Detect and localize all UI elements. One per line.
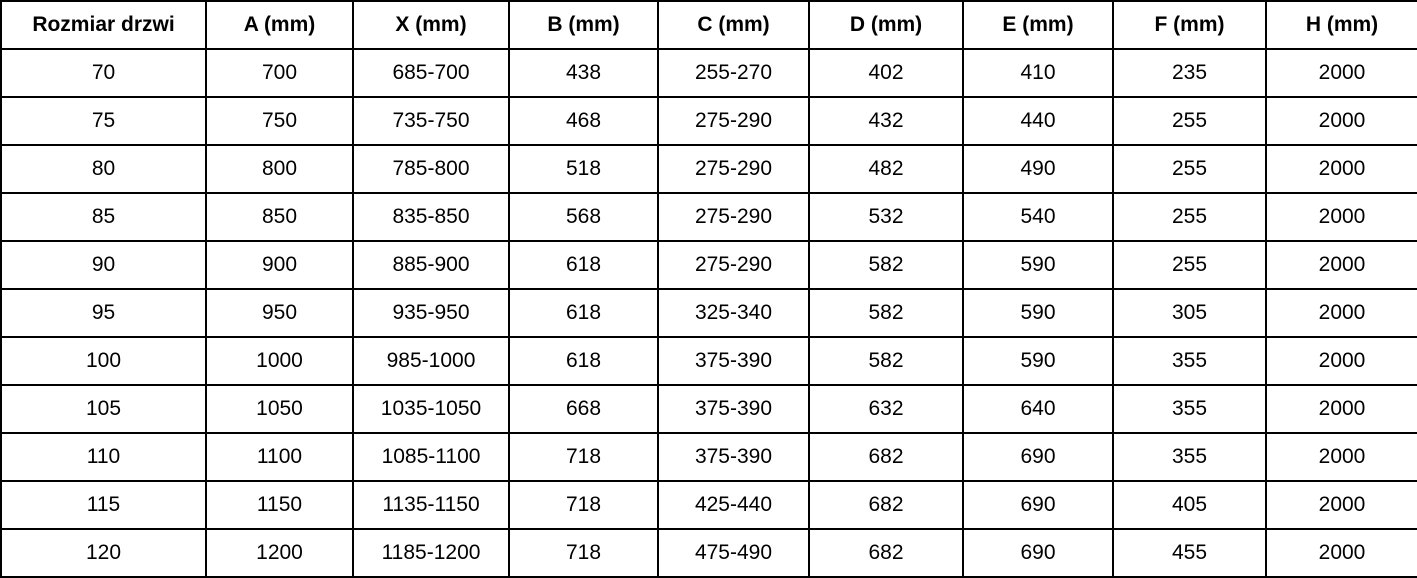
column-header: X (mm): [353, 1, 509, 49]
dimension-cell: 482: [809, 145, 963, 193]
dimension-cell: 2000: [1266, 385, 1417, 433]
table-row: [1, 145, 1417, 193]
dimension-cell: 405: [1113, 481, 1266, 529]
column-header: F (mm): [1113, 1, 1266, 49]
dimension-cell: 1135-1150: [353, 481, 509, 529]
dimension-cell: 582: [809, 337, 963, 385]
dimension-cell: 432: [809, 97, 963, 145]
dimension-cell: 2000: [1266, 337, 1417, 385]
dimension-cell: 1050: [206, 385, 353, 433]
table-row: [1, 433, 1417, 481]
dimension-cell: 590: [963, 337, 1113, 385]
dimension-cell: 2000: [1266, 241, 1417, 289]
dimension-cell: 275-290: [658, 145, 809, 193]
dimension-cell: 718: [509, 433, 658, 481]
door-size-cell: 75: [1, 97, 206, 145]
table-row: [1, 529, 1417, 577]
dimension-cell: 438: [509, 49, 658, 97]
dimension-cell: 455: [1113, 529, 1266, 577]
dimension-cell: 582: [809, 241, 963, 289]
dimension-cell: 885-900: [353, 241, 509, 289]
table-row: [1, 289, 1417, 337]
dimension-cell: 750: [206, 97, 353, 145]
dimension-cell: 255: [1113, 145, 1266, 193]
column-header: A (mm): [206, 1, 353, 49]
door-size-cell: 100: [1, 337, 206, 385]
dimension-cell: 632: [809, 385, 963, 433]
dimension-cell: 582: [809, 289, 963, 337]
dimension-cell: 2000: [1266, 145, 1417, 193]
dimension-cell: 668: [509, 385, 658, 433]
dimension-cell: 2000: [1266, 49, 1417, 97]
table-row: [1, 385, 1417, 433]
dimension-cell: 255-270: [658, 49, 809, 97]
dimension-cell: 375-390: [658, 433, 809, 481]
dimension-cell: 1150: [206, 481, 353, 529]
dimension-cell: 682: [809, 529, 963, 577]
dimension-cell: 2000: [1266, 193, 1417, 241]
dimension-cell: 685-700: [353, 49, 509, 97]
dimension-cell: 355: [1113, 385, 1266, 433]
dimension-cell: 718: [509, 481, 658, 529]
dimension-cell: 275-290: [658, 97, 809, 145]
column-header: E (mm): [963, 1, 1113, 49]
dimension-cell: 255: [1113, 97, 1266, 145]
table-header: [1, 1, 1417, 49]
door-size-cell: 85: [1, 193, 206, 241]
dimension-cell: 640: [963, 385, 1113, 433]
door-size-cell: 110: [1, 433, 206, 481]
dimension-cell: 835-850: [353, 193, 509, 241]
dimension-cell: 618: [509, 289, 658, 337]
dimension-cell: 2000: [1266, 97, 1417, 145]
dimension-cell: 618: [509, 337, 658, 385]
dimension-cell: 690: [963, 433, 1113, 481]
column-header: D (mm): [809, 1, 963, 49]
dimension-cell: 540: [963, 193, 1113, 241]
table-row: [1, 241, 1417, 289]
door-size-cell: 115: [1, 481, 206, 529]
dimension-cell: 425-440: [658, 481, 809, 529]
dimension-cell: 1000: [206, 337, 353, 385]
dimension-cell: 800: [206, 145, 353, 193]
dimension-cell: 1100: [206, 433, 353, 481]
dimension-cell: 325-340: [658, 289, 809, 337]
dimension-cell: 735-750: [353, 97, 509, 145]
dimension-cell: 985-1000: [353, 337, 509, 385]
dimension-cell: 2000: [1266, 289, 1417, 337]
table-row: [1, 97, 1417, 145]
dimension-cell: 355: [1113, 433, 1266, 481]
dimension-cell: 1200: [206, 529, 353, 577]
dimension-cell: 900: [206, 241, 353, 289]
dimension-cell: 590: [963, 241, 1113, 289]
dimension-cell: 355: [1113, 337, 1266, 385]
door-size-cell: 120: [1, 529, 206, 577]
dimension-cell: 410: [963, 49, 1113, 97]
dimension-cell: 490: [963, 145, 1113, 193]
dimension-cell: 700: [206, 49, 353, 97]
dimension-cell: 682: [809, 481, 963, 529]
dimension-cell: 518: [509, 145, 658, 193]
column-header: C (mm): [658, 1, 809, 49]
column-header: H (mm): [1266, 1, 1417, 49]
dimension-cell: 305: [1113, 289, 1266, 337]
dimension-cell: 1185-1200: [353, 529, 509, 577]
dimension-cell: 275-290: [658, 241, 809, 289]
dimension-cell: 590: [963, 289, 1113, 337]
table-row: [1, 49, 1417, 97]
door-size-cell: 105: [1, 385, 206, 433]
dimension-cell: 1035-1050: [353, 385, 509, 433]
dimension-cell: 2000: [1266, 529, 1417, 577]
dimension-cell: 468: [509, 97, 658, 145]
door-size-cell: 70: [1, 49, 206, 97]
dimension-cell: 785-800: [353, 145, 509, 193]
dimension-cell: 440: [963, 97, 1113, 145]
dimension-cell: 690: [963, 529, 1113, 577]
dimension-cell: 2000: [1266, 433, 1417, 481]
dimension-cell: 255: [1113, 193, 1266, 241]
dimension-cell: 402: [809, 49, 963, 97]
table-body: [1, 49, 1417, 577]
table-row: [1, 481, 1417, 529]
dimension-cell: 718: [509, 529, 658, 577]
dimension-cell: 618: [509, 241, 658, 289]
door-size-cell: 80: [1, 145, 206, 193]
column-header: Rozmiar drzwi: [1, 1, 206, 49]
dimension-cell: 568: [509, 193, 658, 241]
dimension-cell: 255: [1113, 241, 1266, 289]
dimension-cell: 935-950: [353, 289, 509, 337]
dimension-cell: 475-490: [658, 529, 809, 577]
dimension-cell: 682: [809, 433, 963, 481]
dimension-cell: 275-290: [658, 193, 809, 241]
dimension-cell: 690: [963, 481, 1113, 529]
table-row: [1, 337, 1417, 385]
column-header: B (mm): [509, 1, 658, 49]
dimension-cell: 375-390: [658, 385, 809, 433]
dimension-cell: 2000: [1266, 481, 1417, 529]
dimension-cell: 235: [1113, 49, 1266, 97]
header-row: [1, 1, 1417, 49]
door-size-cell: 90: [1, 241, 206, 289]
door-size-cell: 95: [1, 289, 206, 337]
dimension-cell: 375-390: [658, 337, 809, 385]
dimension-cell: 1085-1100: [353, 433, 509, 481]
dimension-cell: 532: [809, 193, 963, 241]
dimension-cell: 950: [206, 289, 353, 337]
table-row: [1, 193, 1417, 241]
dimension-cell: 850: [206, 193, 353, 241]
